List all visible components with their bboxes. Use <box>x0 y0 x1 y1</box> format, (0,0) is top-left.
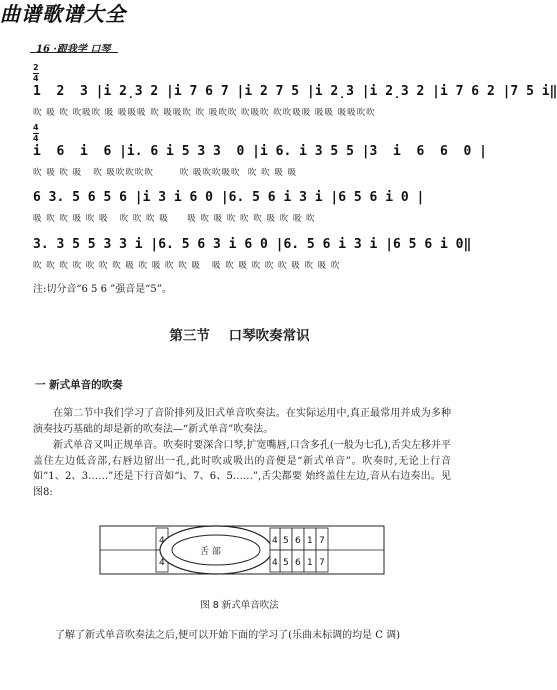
figure-caption: 图 8 新式单音吹法 <box>200 600 279 611</box>
subsection-title: 一 新式单音的吹奏 <box>35 379 123 391</box>
fig-cell-bottom-2: 4 <box>272 558 278 568</box>
fig-cell-bottom-4: 6 <box>295 558 301 568</box>
time-signature-2-4 <box>33 64 39 83</box>
ts-bottom: 4 <box>33 74 39 83</box>
fig-cell-bottom-1: 4 <box>159 558 165 568</box>
time-signature-4-4 <box>33 124 39 143</box>
fig-cell-bottom-3: 5 <box>283 558 289 568</box>
lyrics-row-1: 吹 吸 吹 吹吸吹 吸 吸吸吸 吹 吸吸吹 吹 吸吹吹 吹吸吹 吹吹吸吸 吸吸 吸吸吹吹 <box>33 108 376 118</box>
fig-cell-top-6: 7 <box>319 536 325 546</box>
paragraph-1: 在第二节中我们学习了音阶排列及旧式单音吹奏法。在实际运用中,真正最常用并成为多种演奏技巧基础的却是新的吹奏法—“新式单音”吹奏法。 <box>33 408 451 435</box>
lyrics-row-3: 吸 吹 吹 吸 吹 吸 吹 吹 吹 吸 吸 吹 吸 吹 吹 吹 吸 吹 吸 吹 <box>33 214 316 224</box>
running-head: 16 ·跟我学 口琴 <box>36 44 111 55</box>
paragraph-2: 新式单音又叫正规单音。吹奏时要深含口琴,扩宽嘴唇,口含多孔(一般为七孔),舌尖左移并平盖住左边低音部,右唇边留出一孔,此时吹或吸出的音便是“新式单音”。吹奏时,无论上行音如“1、2、3……”还是下行音如“i、7、6、5……”,舌尖都要 始终盖住左边,音从右边奏出。见图8: <box>33 440 451 498</box>
section-title: 第三节 口琴吹奏常识 <box>169 328 310 344</box>
score-row-2: i 6 i 6 |i. 6 i 5 3 3 0 |i 6. i 3 5 5 |3 i 6 6 0 | <box>33 144 487 159</box>
ts-top: 2 <box>33 63 39 72</box>
closing-paragraph: 了解了新式单音吹奏法之后,便可以开始下面的学习了(乐曲未标调的均是 C 调) <box>55 630 400 641</box>
fig-cell-bottom-6: 7 <box>319 558 325 568</box>
lyrics-row-4: 吹 吹 吹 吹 吹 吹 吹 吸 吹 吸 吹 吹 吸 吸 吹 吸 吹 吹 吹 吸 吹 吸 吹 <box>33 261 341 271</box>
watermark: 曲谱歌谱大全 <box>0 2 126 26</box>
fig-cell-top-4: 6 <box>295 536 301 546</box>
lyrics-row-2: 吹 吸 吹 吸 吹 吸吹吹吹吹 吹 吸吹吹吸吹 吹 吹 吸 吸 <box>33 168 298 178</box>
fig-cell-bottom-5: 1 <box>307 558 313 568</box>
tongue-label: 舌 部 <box>200 547 221 557</box>
ts-top: 4 <box>33 123 39 132</box>
fig-cell-top-2: 4 <box>272 536 278 546</box>
fig-cell-top-3: 5 <box>283 536 289 546</box>
fig-cell-top-1: 4 <box>159 536 165 546</box>
score-footnote: 注:切分音“6 5 6 ”强音是“5”。 <box>33 284 172 295</box>
header-rule <box>30 52 118 53</box>
score-row-4: 3. 3 5 5 3 3 i |6. 5 6 3 i 6 0 |6. 5 6 i 3 i |6 5 6 i 0‖ <box>33 237 472 252</box>
fig-cell-top-5: 1 <box>307 536 313 546</box>
harmonica-figure <box>98 520 386 580</box>
score-row-1: 1 2 3 |i 2̣3 2 |i 7 6 7 |i 2 7 5 |i 2̣3 |i 2̣3 2 |i 7 6 2 |7 5 i‖ <box>33 84 557 99</box>
ts-bottom: 4 <box>33 134 39 143</box>
score-row-3: 6 3. 5 6 5 6 |i 3 i 6 0 |6. 5 6 i 3 i |6 5 6 i 0 | <box>33 190 425 205</box>
